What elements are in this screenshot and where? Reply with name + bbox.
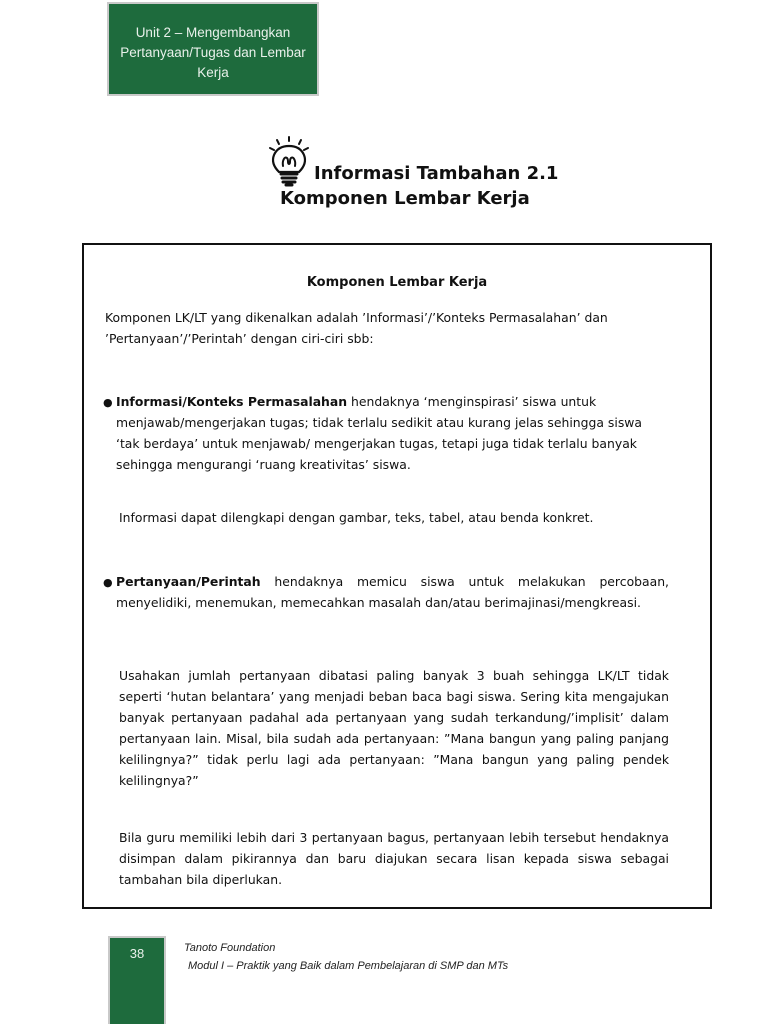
lightbulb-icon (267, 136, 311, 188)
bullet-question-text: hendaknya memicu siswa untuk melakukan percobaan, menyelidiki, menemukan, memecahkan masalah dan/atau berimajinasi/mengkreasi. (116, 574, 669, 610)
unit-line: Pertanyaan/Tugas dan Lembar (120, 45, 306, 60)
bullet-icon: ● (103, 576, 113, 589)
question-limit-paragraph: Usahakan jumlah pertanyaan dibatasi paling banyak 3 buah sehingga LK/LT tidak seperti ‘hutan belantara’ yang menjadi beban baca bagi siswa. Sering kita mengajukan banyak pertanyaan padahal ada pertanyaan yang sudah terkandung/’implisit’ dalam pertanyaan lain. Misal, bila sudah ada pertanyaan: ”Mana bangun yang paling panjang kelilingnya?” tidak perlu lagi ada pertanyaan: ”Mana bangun yang paling pendek kelilingnya?” (119, 668, 669, 788)
bullet-information-text: hendaknya ‘menginspirasi’ siswa untuk menjawab/mengerjakan tugas; tidak terlalu sedikit atau kurang jelas sehingga siswa ‘tak berdaya’ untuk menjawab/ mengerjakan tugas, tetapi juga tidak terlalu banyak sehingga mengurangi ‘ruang kreativitas’ siswa. (116, 394, 643, 472)
page-number: 38 (129, 946, 145, 961)
bullet-icon: ● (103, 396, 113, 409)
unit-line: Unit 2 – Mengembangkan (135, 25, 291, 40)
intro-paragraph: Komponen LK/LT yang dikenalkan adalah ’Informasi’/’Konteks Permasalahan’ dan ’Pertanyaan’/’Perintah’ dengan ciri-ciri sbb: (105, 310, 608, 346)
bullet-question-term: Pertanyaan/Perintah (116, 574, 261, 589)
unit-header-box (107, 2, 319, 96)
bullet-information (116, 391, 656, 475)
page-number-box (108, 936, 166, 1024)
box-title: Komponen Lembar Kerja (306, 275, 488, 290)
bullet-question (116, 571, 669, 613)
info-subtitle: Komponen Lembar Kerja (280, 188, 530, 209)
info-title: Informasi Tambahan 2.1 (314, 163, 559, 184)
footer-module: Modul I – Praktik yang Baik dalam Pembelajaran di SMP dan MTs (188, 960, 509, 972)
footer-organization: Tanoto Foundation (184, 942, 276, 954)
information-note: Informasi dapat dilengkapi dengan gambar, teks, tabel, atau benda konkret. (119, 510, 594, 525)
bullet-information-term: Informasi/Konteks Permasalahan (116, 394, 348, 409)
content-box (82, 243, 712, 909)
extra-questions-paragraph: Bila guru memiliki lebih dari 3 pertanyaan bagus, pertanyaan lebih tersebut hendaknya disimpan dalam pikirannya dan baru diajukan secara lisan kepada siswa sebagai tambahan bila diperlukan. (119, 830, 669, 887)
unit-line: Kerja (197, 65, 229, 80)
